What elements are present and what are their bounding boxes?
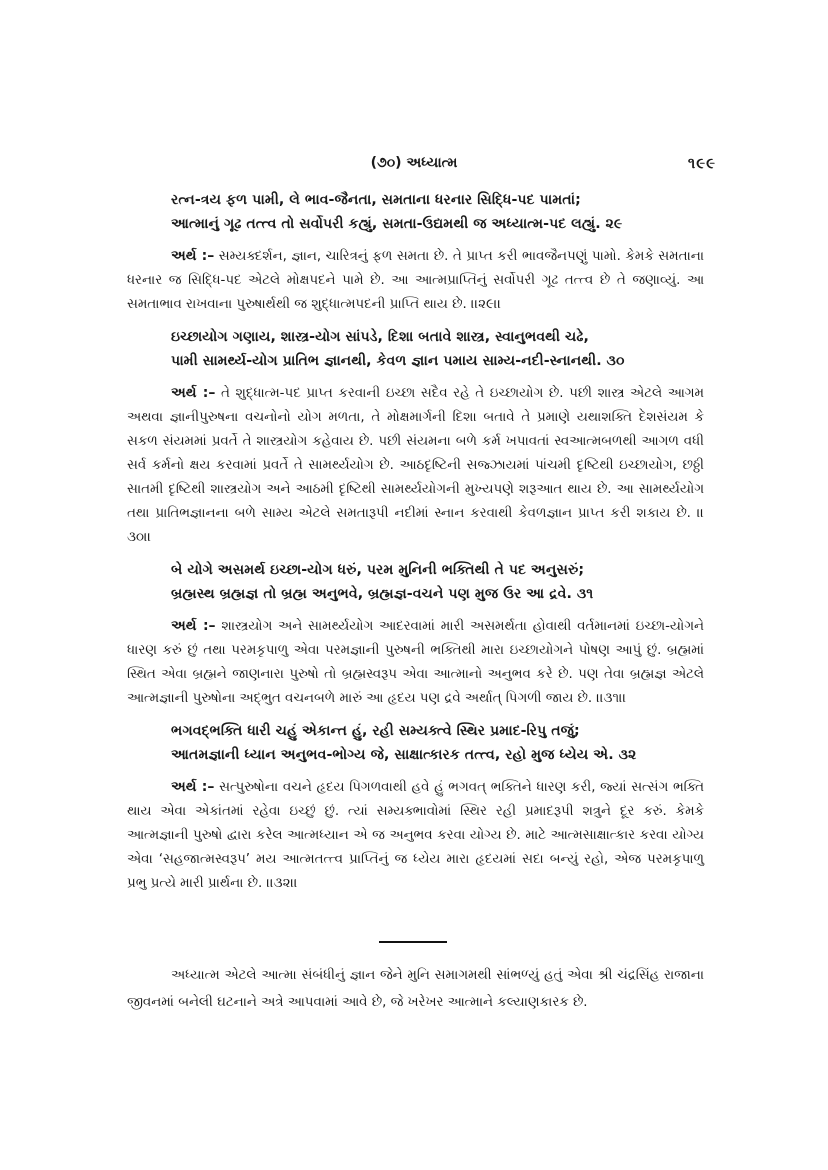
meaning-text: સમ્યક્દર્શન, જ્ઞાન, ચારિત્રનું ફળ સમતા છે. તે પ્રાપ્ત કરી ભાવજૈનપણું પામો. કેમકે સમતાના ધરનાર જ સિદ્ધિ-પદ એટલે મોક્ષપદને પામે છે. આ આત્મપ્રાપ્તિનું સર્વોપરી ગૂઢ તત્ત્વ છે તે જણાવ્યું. આ સમતાભાવ રાખવાના પુરુષાર્થથી જ શુદ્ધાત્મપદની પ્રાપ્તિ થાય છે. ।।૨૯।। (127, 249, 705, 312)
page-number: ૧૯૯ (687, 154, 716, 172)
meaning-label: અર્થ :– (171, 779, 215, 795)
meaning-30 (127, 381, 704, 550)
closing-text: અધ્યાત્મ એટલે આત્મા સંબંધીનું જ્ઞાન જેને મુનિ સમાગમથી સાંભળ્યું હતું એવા શ્રી ચંદ્રસિંહ રાજાના જીવનમાં બનેલી ઘટનાને અત્રે આપવામાં આવે છે, જે ખરેખર આત્માને કલ્યાણકારક છે. (127, 968, 704, 1010)
meaning-text: તે શુદ્ધાત્મ-પદ પ્રાપ્ત કરવાની ઇચ્છા સદૈવ રહે તે ઇચ્છાયોગ છે. પછી શાસ્ત્ર એટલે આગમ અથવા જ્ઞાનીપુરુષના વચનોનો યોગ મળતા, તે મોક્ષમાર્ગની દિશા બતાવે તે પ્રમાણે યથાશક્તિ દેશસંયમ કે સકળ સંયમમાં પ્રવર્તે તે શાસ્ત્રયોગ કહેવાય છે. પછી સંયમના બળે કર્મ ખપાવતાં સ્વઆત્મબળથી આગળ વધી સર્વ કર્મનો ક્ષય કરવામાં પ્રવર્તે તે સામર્થ્યયોગ છે. આઠદૃષ્ટિની સજ્ઝાયમાં પાંચમી દૃષ્ટિથી ઇચ્છાયોગ, છઠ્ઠી સાતમી દૃષ્ટિથી શાસ્ત્રયોગ અને આઠમી દૃષ્ટિથી સામર્થ્યયોગની મુખ્યપણે શરૂઆત થાય છે. આ સામર્થ્યયોગ તથા પ્રાતિભજ્ઞાનના બળે સામ્ય એટલે સમતારૂપી નદીમાં સ્નાન કરવાથી કેવળજ્ઞાન પ્રાપ્ત કરી શકાય છે. ।।૩૦।। (127, 386, 704, 545)
meaning-32 (127, 775, 704, 896)
verse-line: બ્રહ્મસ્થ બ્રહ્મજ્ઞ તો બ્રહ્મ અનુભવે, બ્રહ્મજ્ઞ-વચને પણ મુજ ઉર આ દ્રવે. ૩૧ (171, 586, 594, 602)
verse-32 (127, 719, 704, 767)
chapter-title: (૭૦) અધ્યાત્મ (370, 155, 458, 171)
verse-line: ભગવદ્ભક્તિ ધારી ચહું એકાન્ત હું, રહી સમ્યક્ત્વે સ્થિર પ્રમાદ-રિપુ તજું; (171, 723, 580, 739)
running-header (0, 152, 828, 174)
meaning-text: શાસ્ત્રયોગ અને સામર્થ્યયોગ આદરવામાં મારી અસમર્થતા હોવાથી વર્તમાનમાં ઇચ્છા-યોગને ધારણ કરું છું તથા પરમકૃપાળુ એવા પરમજ્ઞાની પુરુષની ભક્તિથી મારા ઇચ્છાયોગને પોષણ આપું છું. બ્રહ્મમાં સ્થિત એવા બ્રહ્મને જાણનારા પુરુષો તો બ્રહ્મસ્વરૂપ એવા આત્માનો અનુભવ કરે છે. પણ તેવા બ્રહ્મજ્ઞ એટલે આત્મજ્ઞાની પુરુષોના અદ્ભુત વચનબળે મારું આ હૃદય પણ દ્રવે અર્થાત્ પિગળી જાય છે. ।।૩૧।। (127, 619, 704, 706)
verse-line: બે યોગે અસમર્થ ઇચ્છા-યોગ ધરું, પરમ મુનિની ભક્તિથી તે પદ અનુસરું; (171, 562, 585, 578)
meaning-label: અર્થ :– (171, 385, 216, 401)
page-content (127, 188, 704, 904)
meaning-31 (127, 614, 704, 711)
verse-29 (127, 188, 704, 236)
verse-line: આત્માનું ગૂઢ તત્ત્વ તો સર્વોપરી કહ્યું, સમતા-ઉદ્યમથી જ અધ્યાત્મ-પદ લહ્યું. ૨૯ (171, 216, 623, 232)
verse-line: પામી સામર્થ્ય-યોગ પ્રાતિભ જ્ઞાનથી, કેવળ જ્ઞાન પમાય સામ્ય-નદી-સ્નાનથી. ૩૦ (171, 353, 625, 369)
meaning-label: અર્થ :– (171, 618, 216, 634)
verse-30 (127, 325, 704, 373)
meaning-label: અર્થ :– (171, 248, 215, 264)
meaning-29 (127, 244, 704, 317)
verse-31 (127, 558, 704, 606)
closing-paragraph (127, 962, 704, 1016)
verse-line: રત્ન-ત્રય ફળ પામી, લે ભાવ-જૈનતા, સમતાના ધરનાર સિદ્ધિ-પદ પામતાં; (171, 192, 581, 208)
verse-line: આતમજ્ઞાની ધ્યાન અનુભવ-ભોગ્ય જે, સાક્ષાત્કારક તત્ત્વ, રહો મુજ ધ્યેય એ. ૩૨ (171, 747, 637, 763)
section-divider (379, 941, 447, 943)
meaning-text: સત્પુરુષોના વચને હૃદય પિગળવાથી હવે હું ભગવત્ ભક્તિને ધારણ કરી, જ્યાં સત્સંગ ભક્તિ થાય એવા એકાંતમાં રહેવા ઇચ્છું છું. ત્યાં સમ્યક્ભાવોમાં સ્થિર રહી પ્રમાદરૂપી શત્રુને દૂર કરું. કેમકે આત્મજ્ઞાની પુરુષો દ્વારા કરેલ આત્મધ્યાન એ જ અનુભવ કરવા યોગ્ય છે. માટે આત્મસાક્ષાત્કાર કરવા યોગ્ય એવા ‘સહજાત્મસ્વરૂપ’ મય આત્મતત્ત્વ પ્રાપ્તિનું જ ધ્યેય મારા હૃદયમાં સદા બન્યું રહો, એજ પરમકૃપાળુ પ્રભુ પ્રત્યે મારી પ્રાર્થના છે. ।।૩૨।। (127, 780, 704, 891)
verse-line: ઇચ્છાયોગ ગણાય, શાસ્ત્ર-યોગ સાંપડે, દિશા બતાવે શાસ્ત્ર, સ્વાનુભવથી ચઢે, (171, 329, 589, 345)
